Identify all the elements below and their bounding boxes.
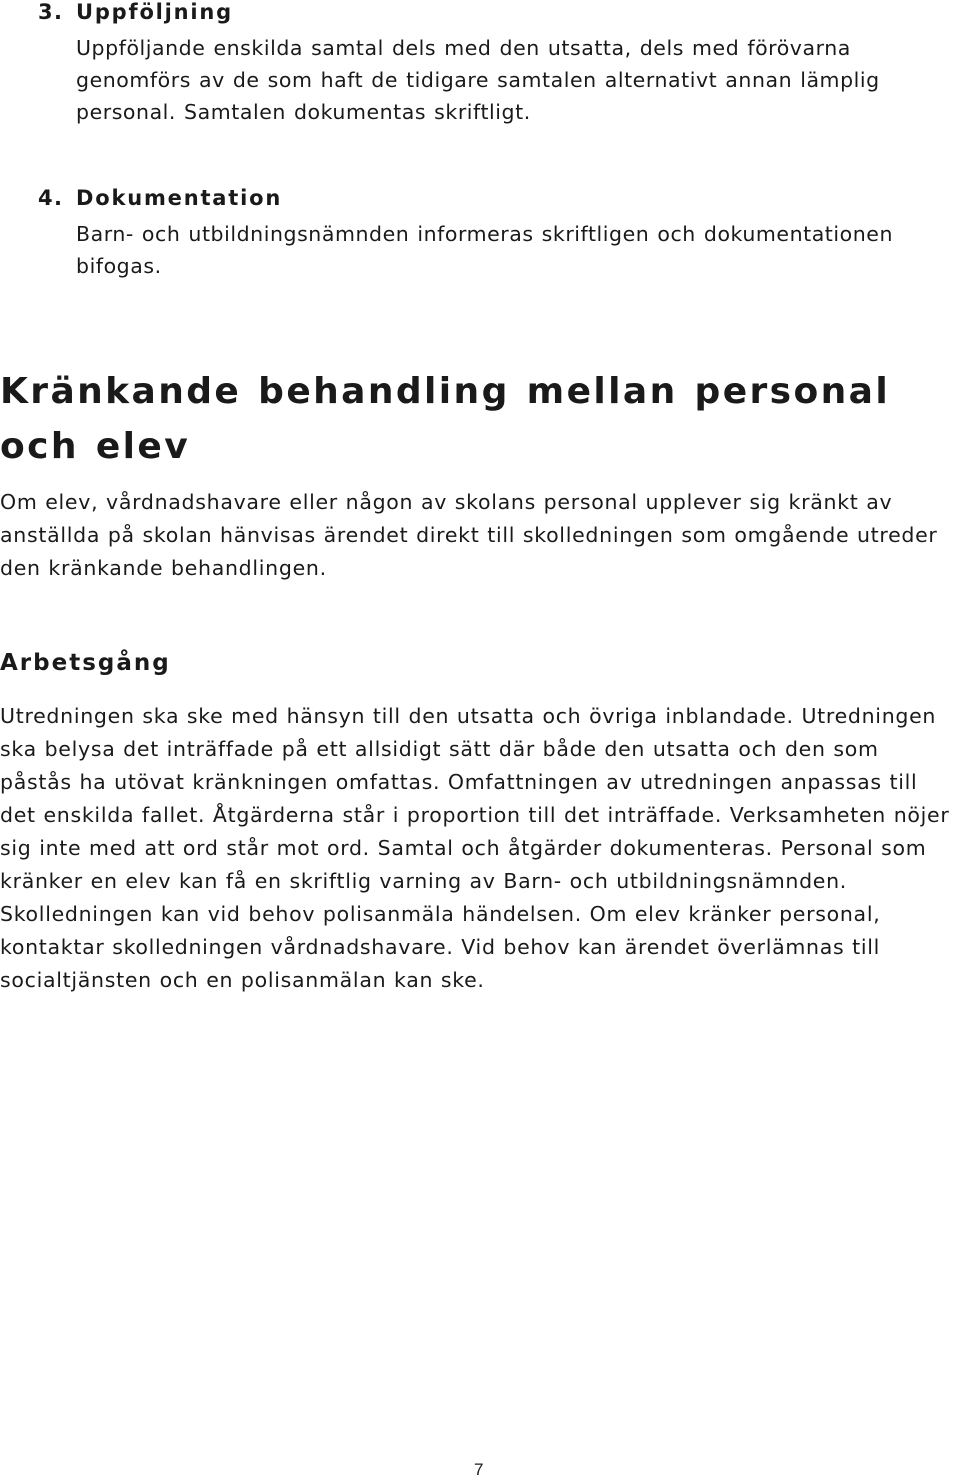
list-item-body: Uppföljande enskilda samtal dels med den utsatta, dels med förövarna genomförs av de som haft de tidigare samtalen alternativt annan lämplig personal. Samtalen dokumentas skriftligt. xyxy=(76,36,880,124)
page-number: 7 xyxy=(474,1460,484,1479)
subsection-heading: Arbetsgång xyxy=(0,650,171,676)
list-item-body: Barn- och utbildningsnämnden informeras skriftligen och dokumentationen bifogas. xyxy=(76,222,893,278)
list-item-number: 4. xyxy=(38,186,64,210)
list-item-number: 3. xyxy=(38,0,64,24)
list-item-title: Uppföljning xyxy=(76,0,234,24)
section-intro-paragraph: Om elev, vårdnadshavare eller någon av skolans personal upplever sig kränkt av anställda på skolan hänvisas ärendet direkt till skolledningen som omgående utreder den kränkande behandlingen. xyxy=(0,490,938,580)
subsection-body-paragraph: Utredningen ska ske med hänsyn till den utsatta och övriga inblandade. Utredningen ska belysa det inträffade på ett allsidigt sätt där både den utsatta och den som påstås ha utövat kränkningen omfattas. Omfattningen av utredningen anpassas till det enskilda fallet. Åtgärderna står i proportion till det inträffade. Verksamheten nöjer sig inte med att ord står mot ord. Samtal och åtgärder dokumenteras. Personal som kränker en elev kan få en skriftlig varning av Barn- och utbildningsnämnden. Skolledningen kan vid behov polisanmäla händelsen. Om elev kränker personal, kontaktar skolledningen vårdnadshavare. Vid behov kan ärendet överlämnas till socialtjänsten och en polisanmälan kan ske. xyxy=(0,704,950,992)
list-item-title: Dokumentation xyxy=(76,186,283,210)
section-heading: Kränkande behandling mellan personal och elev xyxy=(0,371,891,467)
